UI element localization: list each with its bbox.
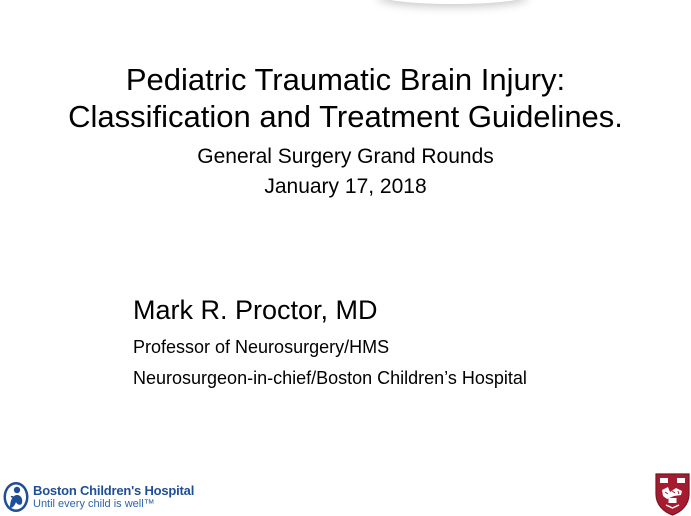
presenter-role-1: Professor of Neurosurgery/HMS	[133, 337, 390, 357]
harvard-medical-school-shield-icon	[654, 472, 691, 516]
slide-title	[0, 61, 691, 135]
presenter-name: Mark R. Proctor, MD	[133, 295, 378, 325]
boston-childrens-hospital-icon	[2, 481, 30, 513]
presenter-role-2: Neurosurgeon-in-chief/Boston Children’s Hospital	[133, 368, 527, 388]
slide-title-line-2: Classification and Treatment Guidelines.	[68, 99, 623, 134]
slide-title-line-1: Pediatric Traumatic Brain Injury:	[125, 62, 566, 97]
boston-childrens-hospital-logo	[2, 480, 194, 514]
presenter-block	[133, 293, 527, 394]
logo-tagline: Until every child is well™	[33, 497, 155, 510]
slide-subtitle	[0, 142, 691, 202]
event-date: January 17, 2018	[264, 175, 427, 198]
logo-name: Boston Children's Hospital	[33, 482, 195, 498]
event-name: General Surgery Grand Rounds	[197, 145, 494, 168]
top-shadow-decoration	[378, 0, 528, 4]
